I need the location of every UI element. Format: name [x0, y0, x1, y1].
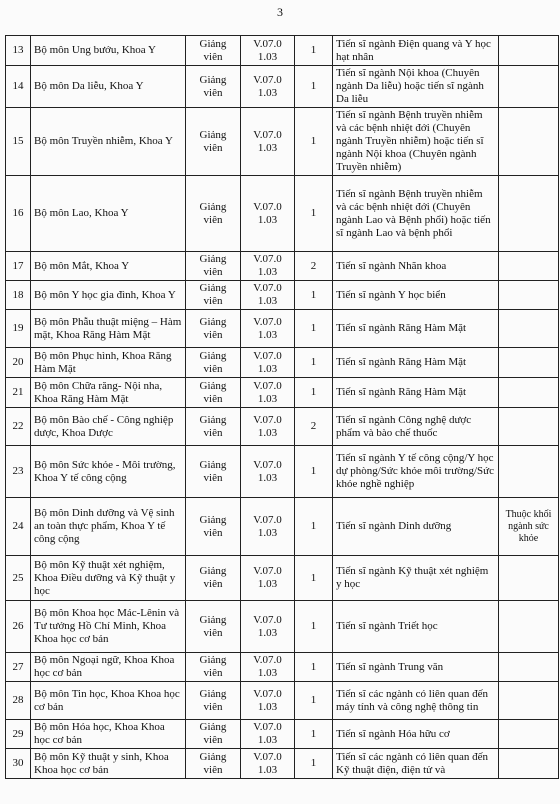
rank-code-cell: V.07.0 1.03 [241, 176, 295, 252]
table-row [6, 348, 559, 378]
rank-code-cell: V.07.0 1.03 [241, 556, 295, 601]
rank-code-cell: V.07.0 1.03 [241, 348, 295, 378]
rank-code-cell: V.07.0 1.03 [241, 36, 295, 66]
requirement-cell: Tiến sĩ ngành Nội khoa (Chuyên ngành Da liễu) hoặc tiến sĩ ngành Da liễu [333, 66, 499, 108]
quantity-cell: 1 [295, 556, 333, 601]
row-number-cell: 16 [6, 176, 31, 252]
requirement-cell: Tiến sĩ ngành Nhãn khoa [333, 252, 499, 281]
quantity-cell: 2 [295, 408, 333, 446]
requirement-cell: Tiến sĩ ngành Bệnh truyền nhiễm và các bệnh nhiệt đới (Chuyên ngành Lao và Bệnh phổi) hoặc tiến sĩ ngành Lao và bệnh phổi [333, 176, 499, 252]
rank-code-cell: V.07.0 1.03 [241, 281, 295, 310]
note-cell [499, 653, 559, 682]
table-row [6, 281, 559, 310]
table-row [6, 446, 559, 498]
position-cell: Giảng viên [186, 749, 241, 779]
row-number-cell: 25 [6, 556, 31, 601]
quantity-cell: 1 [295, 310, 333, 348]
unit-name-cell: Bộ môn Phẫu thuật miệng – Hàm mặt, Khoa Răng Hàm Mặt [31, 310, 186, 348]
row-number-cell: 30 [6, 749, 31, 779]
unit-name-cell: Bộ môn Da liễu, Khoa Y [31, 66, 186, 108]
table-body [6, 36, 559, 779]
position-cell: Giảng viên [186, 498, 241, 556]
position-cell: Giảng viên [186, 408, 241, 446]
requirement-cell: Tiến sĩ ngành Kỹ thuật xét nghiệm y học [333, 556, 499, 601]
quantity-cell: 1 [295, 348, 333, 378]
unit-name-cell: Bộ môn Mắt, Khoa Y [31, 252, 186, 281]
position-cell: Giảng viên [186, 720, 241, 749]
table-row [6, 378, 559, 408]
note-cell [499, 446, 559, 498]
quantity-cell: 1 [295, 446, 333, 498]
table-row [6, 310, 559, 348]
rank-code-cell: V.07.0 1.03 [241, 720, 295, 749]
table-row [6, 556, 559, 601]
note-cell [499, 378, 559, 408]
position-cell: Giảng viên [186, 176, 241, 252]
table-row [6, 601, 559, 653]
table-row [6, 36, 559, 66]
requirement-cell: Tiến sĩ ngành Triết học [333, 601, 499, 653]
unit-name-cell: Bộ môn Ngoại ngữ, Khoa Khoa học cơ bản [31, 653, 186, 682]
quantity-cell: 1 [295, 682, 333, 720]
row-number-cell: 28 [6, 682, 31, 720]
position-cell: Giảng viên [186, 252, 241, 281]
note-cell [499, 682, 559, 720]
row-number-cell: 22 [6, 408, 31, 446]
requirement-cell: Tiến sĩ ngành Điện quang và Y học hạt nhân [333, 36, 499, 66]
unit-name-cell: Bộ môn Dinh dưỡng và Vệ sinh an toàn thực phẩm, Khoa Y tế công cộng [31, 498, 186, 556]
requirement-cell: Tiến sĩ ngành Bệnh truyền nhiễm và các bệnh nhiệt đới (Chuyên ngành Truyền nhiễm) hoặc tiến sĩ ngành Nội khoa (Chuyên ngành Truyền nhiễm) [333, 108, 499, 176]
requirement-cell: Tiến sĩ ngành Y tế công cộng/Y học dự phòng/Sức khỏe môi trường/Sức khỏe nghề nghiệp [333, 446, 499, 498]
note-cell [499, 281, 559, 310]
quantity-cell: 1 [295, 749, 333, 779]
position-cell: Giảng viên [186, 682, 241, 720]
unit-name-cell: Bộ môn Kỹ thuật y sinh, Khoa Khoa học cơ bản [31, 749, 186, 779]
requirement-cell: Tiến sĩ ngành Dinh dưỡng [333, 498, 499, 556]
row-number-cell: 14 [6, 66, 31, 108]
unit-name-cell: Bộ môn Y học gia đình, Khoa Y [31, 281, 186, 310]
position-cell: Giảng viên [186, 281, 241, 310]
rank-code-cell: V.07.0 1.03 [241, 252, 295, 281]
table-row [6, 720, 559, 749]
rank-code-cell: V.07.0 1.03 [241, 749, 295, 779]
quantity-cell: 1 [295, 601, 333, 653]
row-number-cell: 29 [6, 720, 31, 749]
rank-code-cell: V.07.0 1.03 [241, 498, 295, 556]
quantity-cell: 1 [295, 176, 333, 252]
position-cell: Giảng viên [186, 446, 241, 498]
rank-code-cell: V.07.0 1.03 [241, 682, 295, 720]
staffing-table [5, 35, 559, 779]
note-cell [499, 601, 559, 653]
unit-name-cell: Bộ môn Bào chế - Công nghiệp dược, Khoa Dược [31, 408, 186, 446]
requirement-cell: Tiến sĩ ngành Công nghệ dược phẩm và bào chế thuốc [333, 408, 499, 446]
unit-name-cell: Bộ môn Phục hình, Khoa Răng Hàm Mặt [31, 348, 186, 378]
quantity-cell: 1 [295, 108, 333, 176]
unit-name-cell: Bộ môn Ung bướu, Khoa Y [31, 36, 186, 66]
row-number-cell: 19 [6, 310, 31, 348]
note-cell [499, 66, 559, 108]
page-number: 3 [277, 5, 283, 19]
quantity-cell: 1 [295, 720, 333, 749]
position-cell: Giảng viên [186, 310, 241, 348]
requirement-cell: Tiến sĩ ngành Y học biển [333, 281, 499, 310]
row-number-cell: 21 [6, 378, 31, 408]
row-number-cell: 26 [6, 601, 31, 653]
quantity-cell: 1 [295, 66, 333, 108]
position-cell: Giảng viên [186, 378, 241, 408]
quantity-cell: 1 [295, 498, 333, 556]
position-cell: Giảng viên [186, 601, 241, 653]
note-cell [499, 348, 559, 378]
requirement-cell: Tiến sĩ ngành Hóa hữu cơ [333, 720, 499, 749]
rank-code-cell: V.07.0 1.03 [241, 446, 295, 498]
row-number-cell: 24 [6, 498, 31, 556]
quantity-cell: 1 [295, 653, 333, 682]
row-number-cell: 20 [6, 348, 31, 378]
rank-code-cell: V.07.0 1.03 [241, 408, 295, 446]
rank-code-cell: V.07.0 1.03 [241, 66, 295, 108]
rank-code-cell: V.07.0 1.03 [241, 108, 295, 176]
position-cell: Giảng viên [186, 66, 241, 108]
rank-code-cell: V.07.0 1.03 [241, 653, 295, 682]
row-number-cell: 18 [6, 281, 31, 310]
note-cell [499, 720, 559, 749]
table-row [6, 176, 559, 252]
requirement-cell: Tiến sĩ ngành Trung văn [333, 653, 499, 682]
row-number-cell: 13 [6, 36, 31, 66]
note-cell: Thuộc khối ngành sức khỏe [499, 498, 559, 556]
unit-name-cell: Bộ môn Tin học, Khoa Khoa học cơ bản [31, 682, 186, 720]
note-cell [499, 176, 559, 252]
requirement-cell: Tiến sĩ ngành Răng Hàm Mặt [333, 310, 499, 348]
quantity-cell: 1 [295, 281, 333, 310]
table-row [6, 408, 559, 446]
table-row [6, 66, 559, 108]
position-cell: Giảng viên [186, 556, 241, 601]
note-cell [499, 36, 559, 66]
note-cell [499, 252, 559, 281]
note-cell [499, 108, 559, 176]
note-cell [499, 749, 559, 779]
table-row [6, 653, 559, 682]
position-cell: Giảng viên [186, 348, 241, 378]
rank-code-cell: V.07.0 1.03 [241, 310, 295, 348]
requirement-cell: Tiến sĩ các ngành có liên quan đến máy tính và công nghệ thông tin [333, 682, 499, 720]
requirement-cell: Tiến sĩ ngành Răng Hàm Mặt [333, 378, 499, 408]
row-number-cell: 23 [6, 446, 31, 498]
table-row [6, 498, 559, 556]
unit-name-cell: Bộ môn Truyền nhiễm, Khoa Y [31, 108, 186, 176]
note-cell [499, 556, 559, 601]
row-number-cell: 15 [6, 108, 31, 176]
position-cell: Giảng viên [186, 108, 241, 176]
row-number-cell: 27 [6, 653, 31, 682]
table-row [6, 108, 559, 176]
note-cell [499, 310, 559, 348]
position-cell: Giảng viên [186, 653, 241, 682]
table-row [6, 252, 559, 281]
unit-name-cell: Bộ môn Khoa học Mác-Lênin và Tư tưởng Hồ Chí Minh, Khoa Khoa học cơ bản [31, 601, 186, 653]
quantity-cell: 1 [295, 378, 333, 408]
unit-name-cell: Bộ môn Chữa răng- Nội nha, Khoa Răng Hàm Mặt [31, 378, 186, 408]
unit-name-cell: Bộ môn Hóa học, Khoa Khoa học cơ bản [31, 720, 186, 749]
note-cell [499, 408, 559, 446]
table-row [6, 749, 559, 779]
unit-name-cell: Bộ môn Lao, Khoa Y [31, 176, 186, 252]
rank-code-cell: V.07.0 1.03 [241, 601, 295, 653]
rank-code-cell: V.07.0 1.03 [241, 378, 295, 408]
quantity-cell: 1 [295, 36, 333, 66]
unit-name-cell: Bộ môn Kỹ thuật xét nghiệm, Khoa Điều dưỡng và Kỹ thuật y học [31, 556, 186, 601]
row-number-cell: 17 [6, 252, 31, 281]
unit-name-cell: Bộ môn Sức khỏe - Môi trường, Khoa Y tế công cộng [31, 446, 186, 498]
position-cell: Giảng viên [186, 36, 241, 66]
table-row [6, 682, 559, 720]
requirement-cell: Tiến sĩ ngành Răng Hàm Mặt [333, 348, 499, 378]
requirement-cell: Tiến sĩ các ngành có liên quan đến Kỹ thuật điện, điện tử và [333, 749, 499, 779]
quantity-cell: 2 [295, 252, 333, 281]
